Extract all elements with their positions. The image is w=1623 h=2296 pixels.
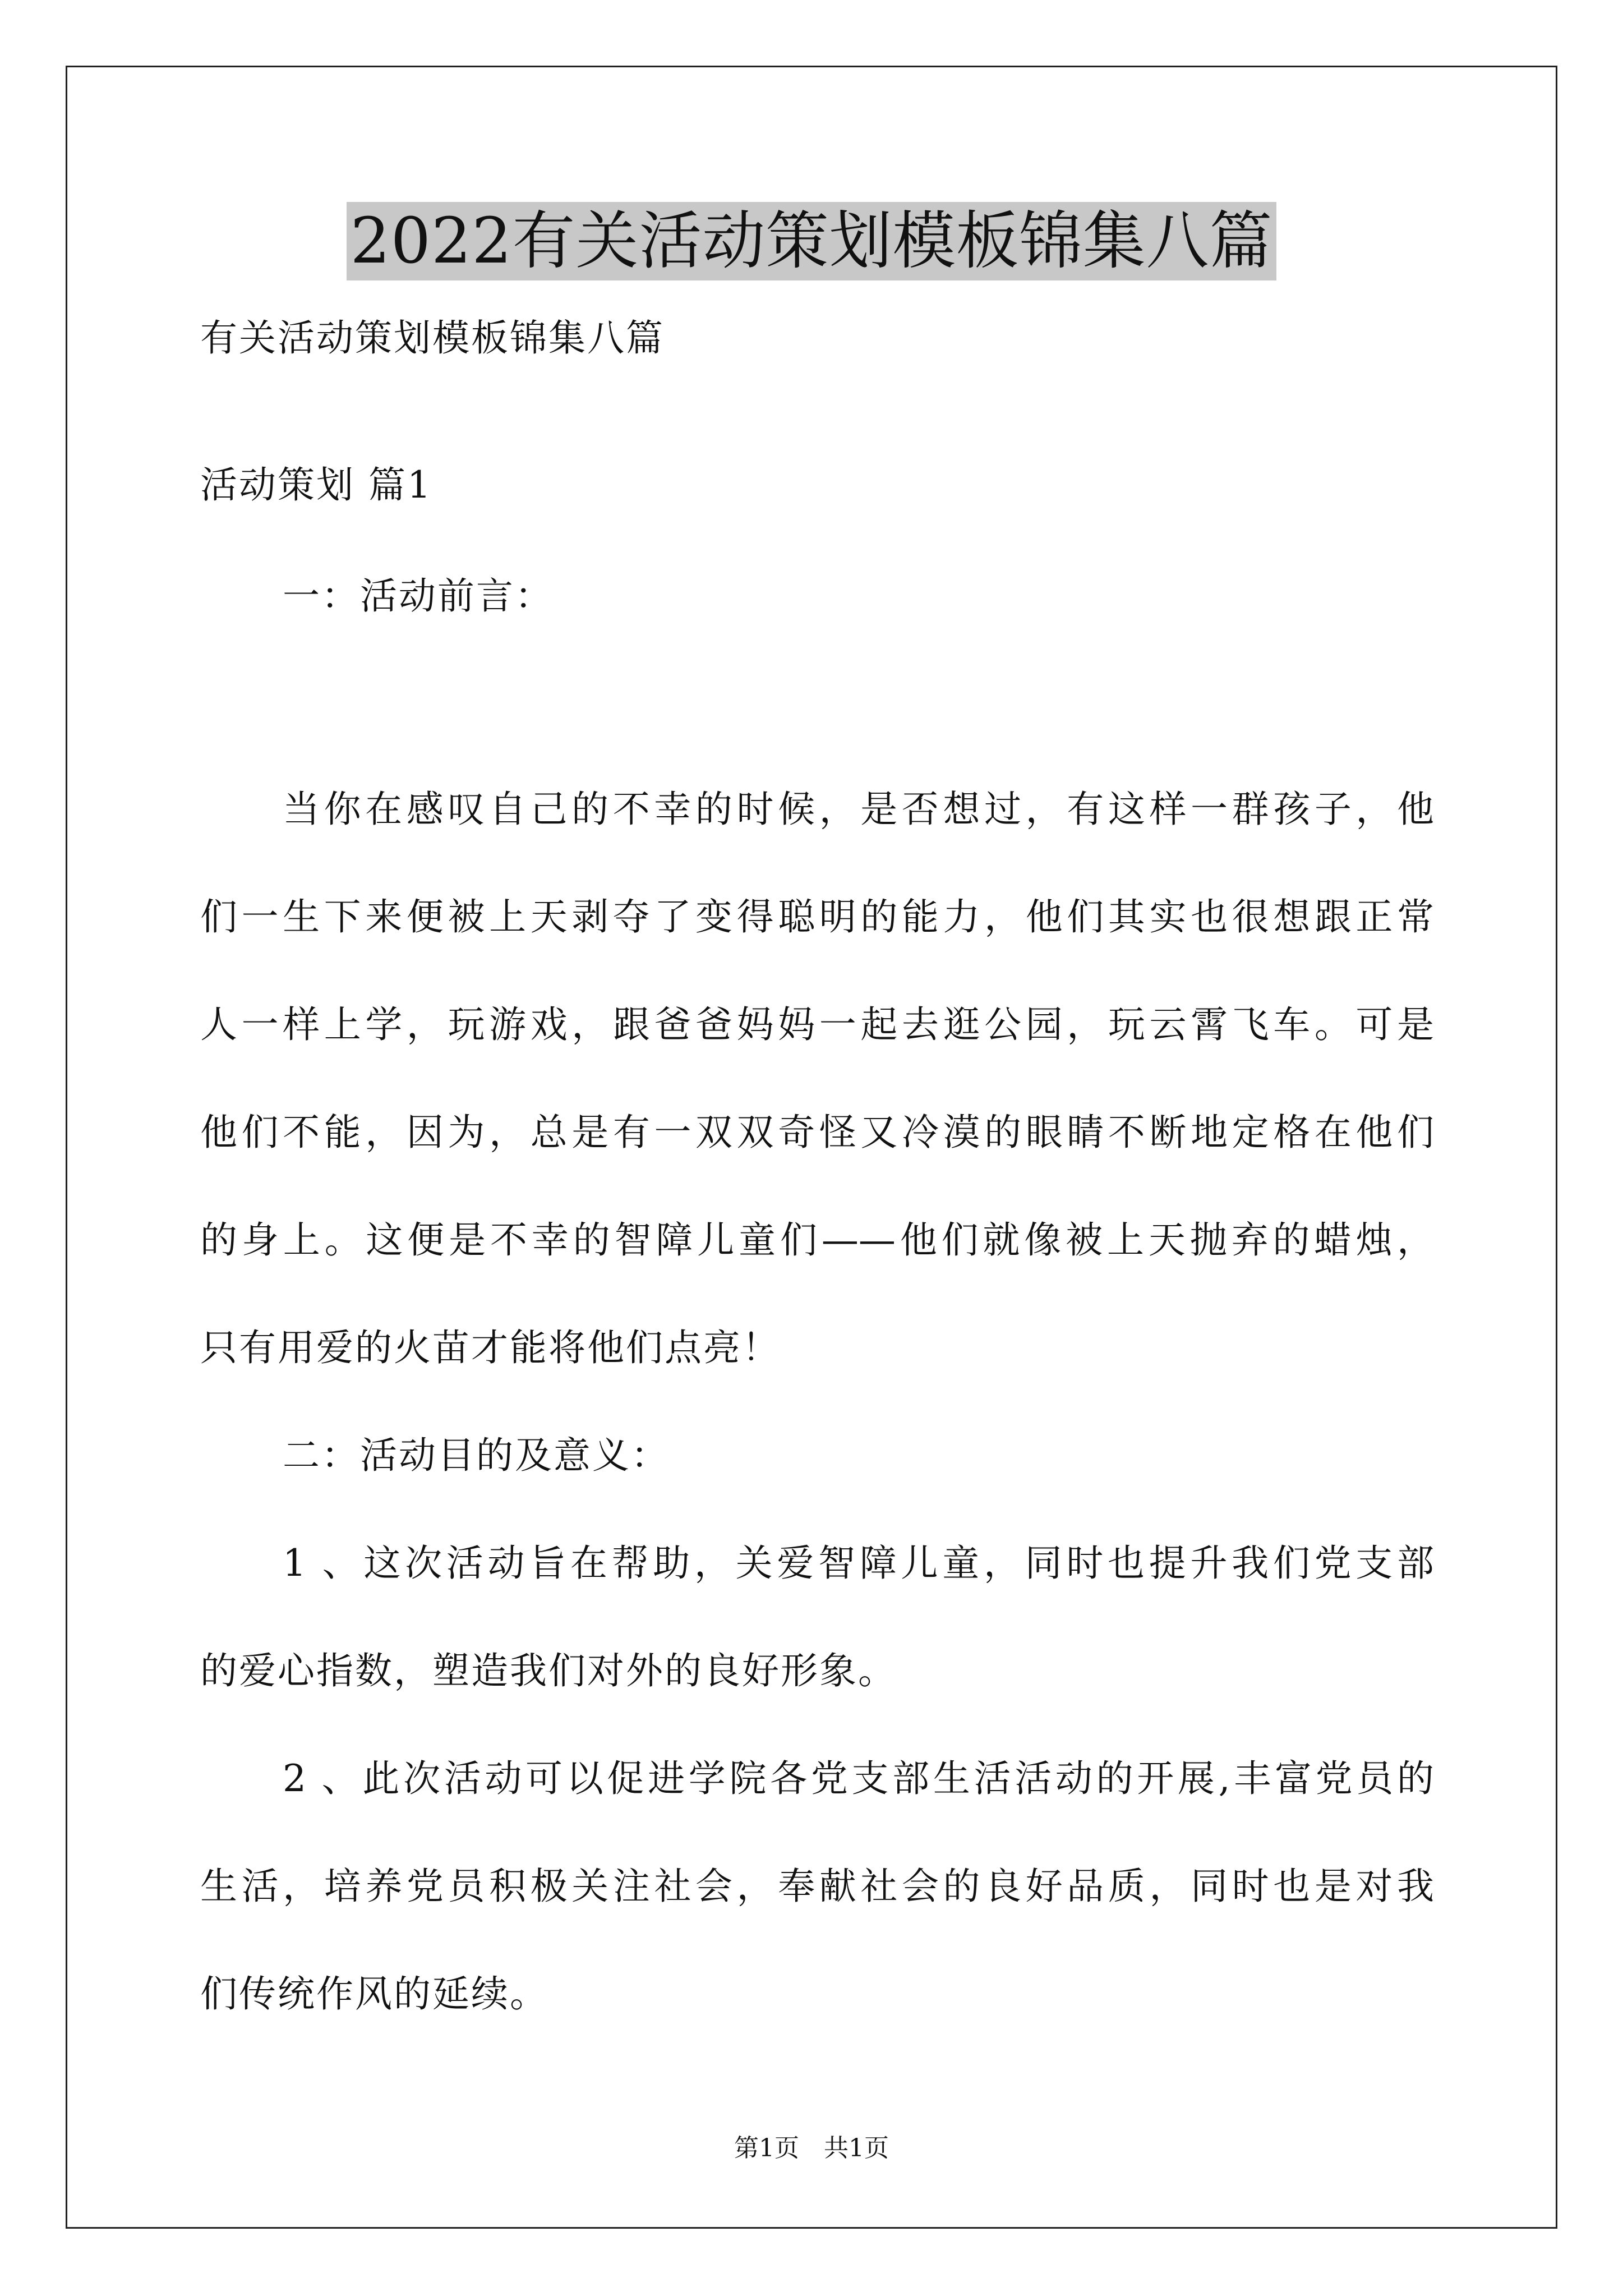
page-footer: 第1页 共1页 bbox=[734, 2134, 889, 2162]
document-title: 2022有关活动策划模板锦集八篇 bbox=[347, 202, 1276, 280]
paragraph-line: 当你在感叹自己的不幸的时候，是否想过，有这样一群孩子，他 bbox=[283, 788, 1434, 831]
paragraph-line: 只有用爱的火苗才能将他们点亮！ bbox=[200, 1326, 781, 1369]
paragraph-line: 他们不能，因为，总是有一双双奇怪又冷漠的眼睛不断地定格在他们 bbox=[200, 1111, 1434, 1154]
paragraph-line: 生活，培养党员积极关注社会，奉献社会的良好品质，同时也是对我 bbox=[200, 1865, 1434, 1908]
paragraph-line: 的身上。这便是不幸的智障儿童们——他们就像被上天抛弃的蜡烛， bbox=[200, 1218, 1434, 1262]
paragraph-line: 1 、这次活动旨在帮助，关爱智障儿童，同时也提升我们党支部 bbox=[283, 1542, 1434, 1585]
paragraph-line: 人一样上学，玩游戏，跟爸爸妈妈一起去逛公园，玩云霄飞车。可是 bbox=[200, 1003, 1434, 1046]
heading-purpose: 二：活动目的及意义： bbox=[283, 1434, 670, 1477]
paragraph-line: 们一生下来便被上天剥夺了变得聪明的能力，他们其实也很想跟正常 bbox=[200, 895, 1434, 938]
heading-foreword: 一：活动前言： bbox=[283, 574, 554, 618]
section-heading: 活动策划 篇1 bbox=[200, 463, 432, 507]
paragraph-line: 的爱心指数，塑造我们对外的良好形象。 bbox=[200, 1649, 897, 1692]
paragraph-line: 2 、此次活动可以促进学院各党支部生活活动的开展,丰富党员的 bbox=[283, 1757, 1434, 1800]
title-block bbox=[0, 202, 1623, 280]
document-subtitle: 有关活动策划模板锦集八篇 bbox=[200, 316, 665, 360]
paragraph-line: 们传统作风的延续。 bbox=[200, 1972, 548, 2016]
